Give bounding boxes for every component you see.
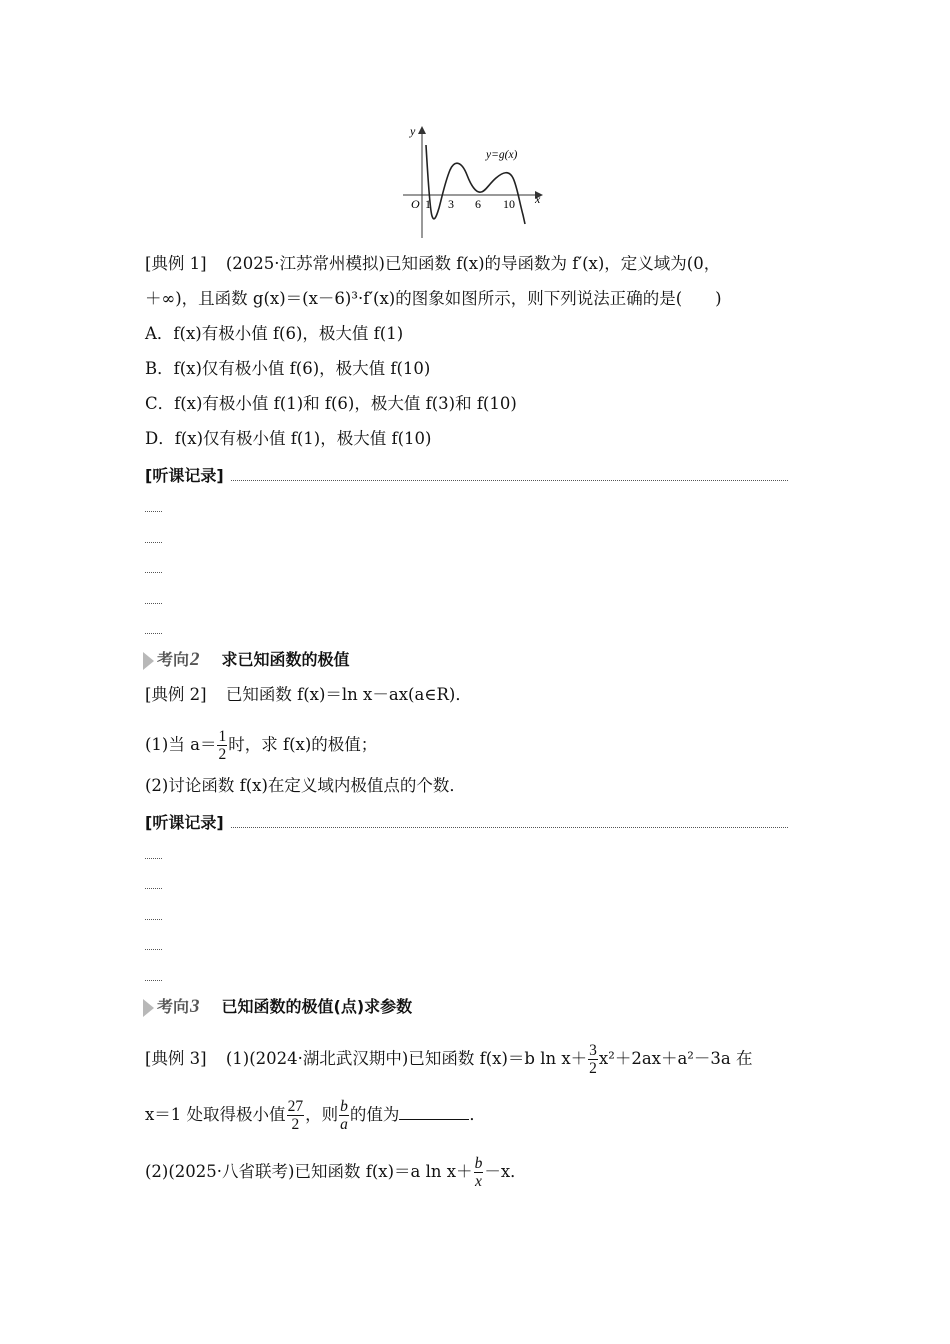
example2-text: 已知函数 f(x)＝ln x－ax(a∈R)． <box>225 685 472 704</box>
tick-6: 6 <box>475 197 481 211</box>
record-line[interactable] <box>145 633 162 634</box>
answer-blank[interactable] <box>399 1105 469 1120</box>
example3-p1 <box>145 1042 753 1077</box>
example1-text-1: (2025·江苏常州模拟)已知函数 f(x)的导函数为 f′(x)，定义域为(0， <box>225 254 721 273</box>
section3-kao: 考向 <box>157 997 190 1016</box>
p2-post: －x． <box>484 1162 527 1181</box>
record-line[interactable] <box>145 542 162 543</box>
record-label-2: [听课记录] <box>145 813 224 832</box>
fraction-b-over-a: $\frac{b}{a}$ <box>340 1098 348 1133</box>
example3-p1b: x＝1 处取得极小值 $\frac{27}{2}$ ，则 $\frac{b}{a}$ 的值为 ． <box>145 1098 486 1133</box>
example2-q1 <box>145 728 377 763</box>
p1b-pre: x＝1 处取得极小值 <box>145 1105 286 1124</box>
section2-num: 2 <box>190 649 200 670</box>
example3-tag: [典例 3] <box>145 1049 207 1068</box>
section2-heading <box>143 647 350 671</box>
p1-pre: (1)(2024·湖北武汉期中)已知函数 f(x)＝b ln x＋ <box>225 1049 588 1068</box>
curve-label: y=g(x) <box>486 149 518 161</box>
option-d: D．f(x)仅有极小值 f(1)，极大值 f(10) <box>145 429 432 448</box>
record-line[interactable] <box>145 980 162 981</box>
example1-line2: ＋∞)，且函数 g(x)＝(x－6)³·f′(x)的图象如图所示，则下列说法正确的是( ) <box>145 289 722 308</box>
triangle-bullet-icon <box>143 999 154 1017</box>
q1-post: 时，求 f(x)的极值； <box>228 735 378 754</box>
triangle-bullet-icon <box>143 652 154 670</box>
fraction-three-halves: $\frac{3}{2}$ <box>589 1042 597 1077</box>
record-line[interactable] <box>145 949 162 950</box>
record-line[interactable] <box>145 572 162 573</box>
example2-tag: [典例 2] <box>145 685 207 704</box>
record-line[interactable] <box>145 888 162 889</box>
option-a: A．f(x)有极小值 f(6)，极大值 f(1) <box>145 324 404 343</box>
option-b: B．f(x)仅有极小值 f(6)，极大值 f(10) <box>145 359 431 378</box>
section2-title: 求已知函数的极值 <box>221 650 350 669</box>
record-rule-2[interactable] <box>231 827 788 828</box>
example2-q2: (2)讨论函数 f(x)在定义域内极值点的个数． <box>145 776 466 795</box>
record-line[interactable] <box>145 919 162 920</box>
section2-kao: 考向 <box>157 650 190 669</box>
tick-1: 1 <box>425 197 431 211</box>
x-axis-label: x <box>535 192 541 206</box>
example3-p2 <box>145 1155 527 1190</box>
section3-title: 已知函数的极值(点)求参数 <box>221 997 413 1016</box>
section3-heading <box>143 994 412 1018</box>
p1b-mid: ，则 <box>305 1105 339 1124</box>
fraction-half: $\frac{1}{2}$ <box>218 728 227 763</box>
p2-pre: (2)(2025·八省联考)已知函数 f(x)＝a ln x＋ <box>145 1162 473 1181</box>
record-line[interactable] <box>145 603 162 604</box>
tick-10: 10 <box>503 197 515 211</box>
tick-3: 3 <box>448 197 454 211</box>
y-axis-label: y <box>410 124 416 138</box>
function-graph <box>395 120 555 242</box>
p1-post: x²＋2ax＋a²－3a 在 <box>598 1049 753 1068</box>
record-line[interactable] <box>145 858 162 859</box>
option-c: C．f(x)有极小值 f(1)和 f(6)，极大值 f(3)和 f(10) <box>145 394 517 413</box>
p1b-post: 的值为 <box>349 1105 400 1124</box>
origin-label: O <box>411 197 420 211</box>
example2-stem <box>145 684 472 706</box>
record-line[interactable] <box>145 511 162 512</box>
q1-pre: (1)当 a＝ <box>145 735 217 754</box>
example1-tag: [典例 1] <box>145 254 207 273</box>
section3-num: 3 <box>190 996 200 1017</box>
example1-line1 <box>145 253 720 275</box>
fraction-27-halves: $\frac{27}{2}$ <box>287 1098 304 1133</box>
record-label-1: [听课记录] <box>145 466 224 485</box>
fraction-b-over-x: $\frac{b}{x}$ <box>474 1155 483 1190</box>
record-rule-1[interactable] <box>231 480 788 481</box>
